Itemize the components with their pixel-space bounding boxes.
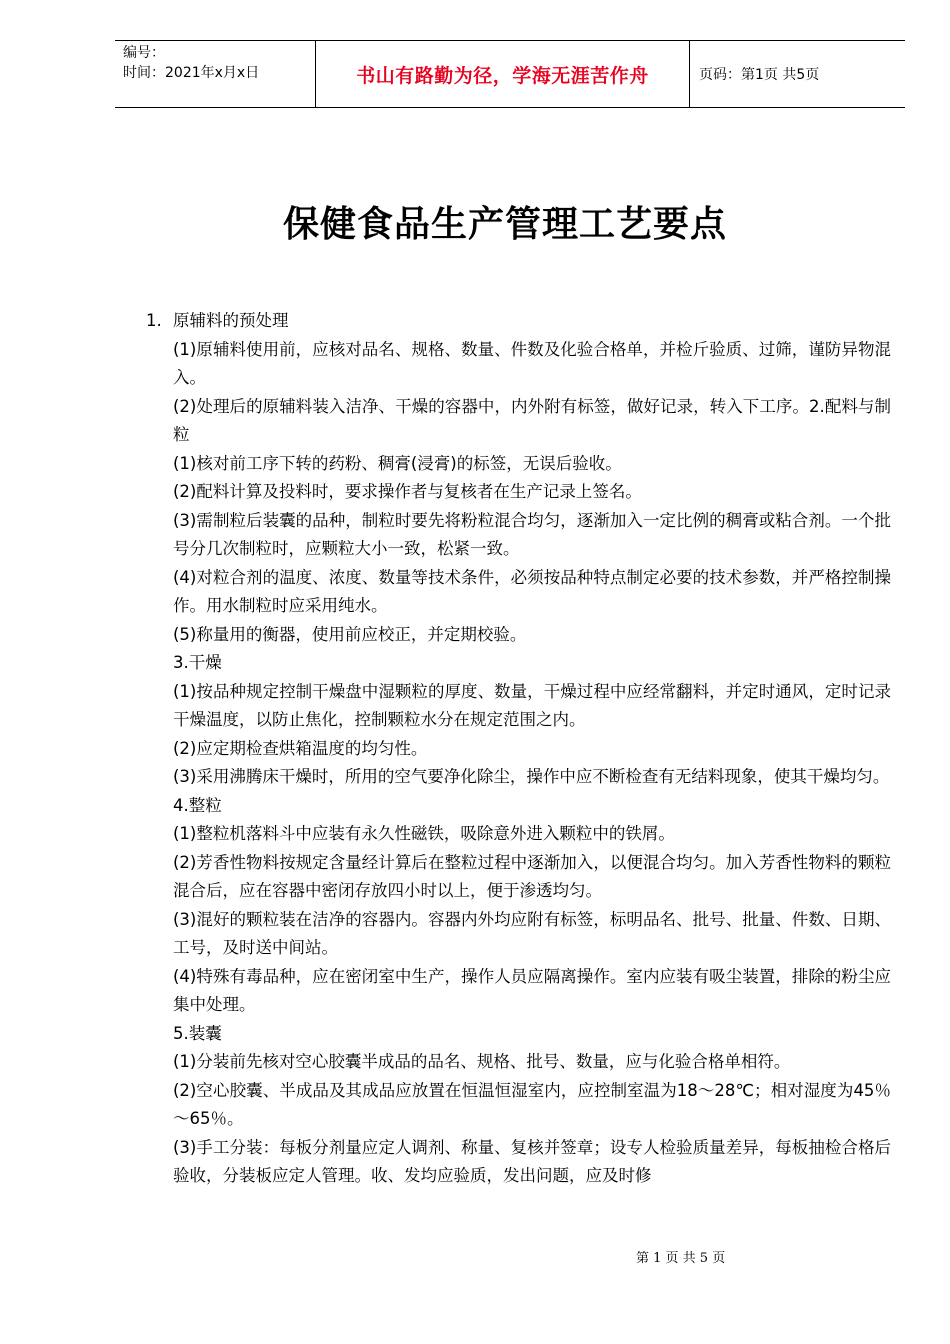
paragraph: (1)分装前先核对空心胶囊半成品的品名、规格、批号、数量，应与化验合格单相符。 <box>173 1052 791 1071</box>
section-heading-text: 原辅料的预处理 <box>173 311 289 330</box>
header-time-label: 时间：2021年x月x日 <box>123 65 260 81</box>
paragraph: (2)芳香性物料按规定含量经计算后在整粒过程中逐渐加入，以便混合均匀。加入芳香性物料的颗粒混合后，应在容器中密闭存放四小时以上，便于渗透均匀。 <box>173 852 891 900</box>
paragraph: (3)需制粒后装囊的品种，制粒时要先将粉粒混合均匀，逐渐加入一定比例的稠膏或粘合剂。一个批号分几次制粒时，应颗粒大小一致，松紧一致。 <box>173 510 891 558</box>
paragraph: (2)应定期检查烘箱温度的均匀性。 <box>173 738 428 758</box>
paragraph: (5)称量用的衡器，使用前应校正，并定期校验。 <box>173 624 527 644</box>
header-motto: 书山有路勤为径，学海无涯苦作舟 <box>356 64 649 87</box>
paragraph: (1)原辅料使用前，应核对品名、规格、数量、件数及化验合格单，并检斤验质、过筛，谨防异物混入。 <box>173 339 891 387</box>
header-id-label: 编号： <box>123 45 165 61</box>
paragraph: (2)处理后的原辅料装入洁净、干燥的容器中，内外附有标签，做好记录，转入下工序。2.配料与制粒 <box>173 396 891 444</box>
subsection-heading: 5.装囊 <box>173 1023 222 1043</box>
paragraph: (1)整粒机落料斗中应装有永久性磁铁，吸除意外进入颗粒中的铁屑。 <box>173 824 675 843</box>
section-number: 1. <box>146 311 162 330</box>
paragraph: (3)混好的颗粒装在洁净的容器内。容器内外均应附有标签，标明品名、批号、批量、件数、日期、工号，及时送中间站。 <box>173 909 891 957</box>
header-meta-cell <box>115 41 316 107</box>
page-footer: 第 1 页 共 5 页 <box>636 1251 726 1266</box>
paragraph: (3)手工分装：每板分剂量应定人调剂、称量、复核并签章；设专人检验质量差异，每板抽检合格后验收，分装板应定人管理。收、发均应验质，发出问题，应及时修 <box>173 1137 891 1185</box>
paragraph: (1)按品种规定控制干燥盘中湿颗粒的厚度、数量，干燥过程中应经常翻料，并定时通风，定时记录干燥温度，以防止焦化，控制颗粒水分在规定范围之内。 <box>173 681 891 729</box>
section-heading <box>146 307 891 336</box>
paragraph: (3)采用沸腾床干燥时，所用的空气要净化除尘，操作中应不断检查有无结料现象，使其干燥均匀。 <box>173 767 890 786</box>
subsection-heading: 4.整粒 <box>173 795 222 815</box>
header-table <box>115 40 905 108</box>
header-page-cell <box>690 41 905 107</box>
document-body <box>146 307 891 1191</box>
paragraph: (2)空心胶囊、半成品及其成品应放置在恒温恒湿室内，应控制室温为18～28℃；相对湿度为45％～65％。 <box>173 1080 891 1128</box>
header-page-info: 页码：第1页 共5页 <box>699 67 820 83</box>
paragraph: (2)配料计算及投料时，要求操作者与复核者在生产记录上签名。 <box>173 482 642 501</box>
paragraph: (4)对粒合剂的温度、浓度、数量等技术条件，必须按品种特点制定必要的技术参数，并严格控制操作。用水制粒时应采用纯水。 <box>173 567 891 615</box>
paragraph: (4)特殊有毒品种，应在密闭室中生产，操作人员应隔离操作。室内应装有吸尘装置，排除的粉尘应集中处理。 <box>173 966 891 1014</box>
header-motto-cell <box>316 41 690 107</box>
paragraph: (1)核对前工序下转的药粉、稠膏(浸膏)的标签，无误后验收。 <box>173 453 622 473</box>
subsection-heading: 3.干燥 <box>173 653 222 672</box>
document-title: 保健食品生产管理工艺要点 <box>282 203 727 245</box>
